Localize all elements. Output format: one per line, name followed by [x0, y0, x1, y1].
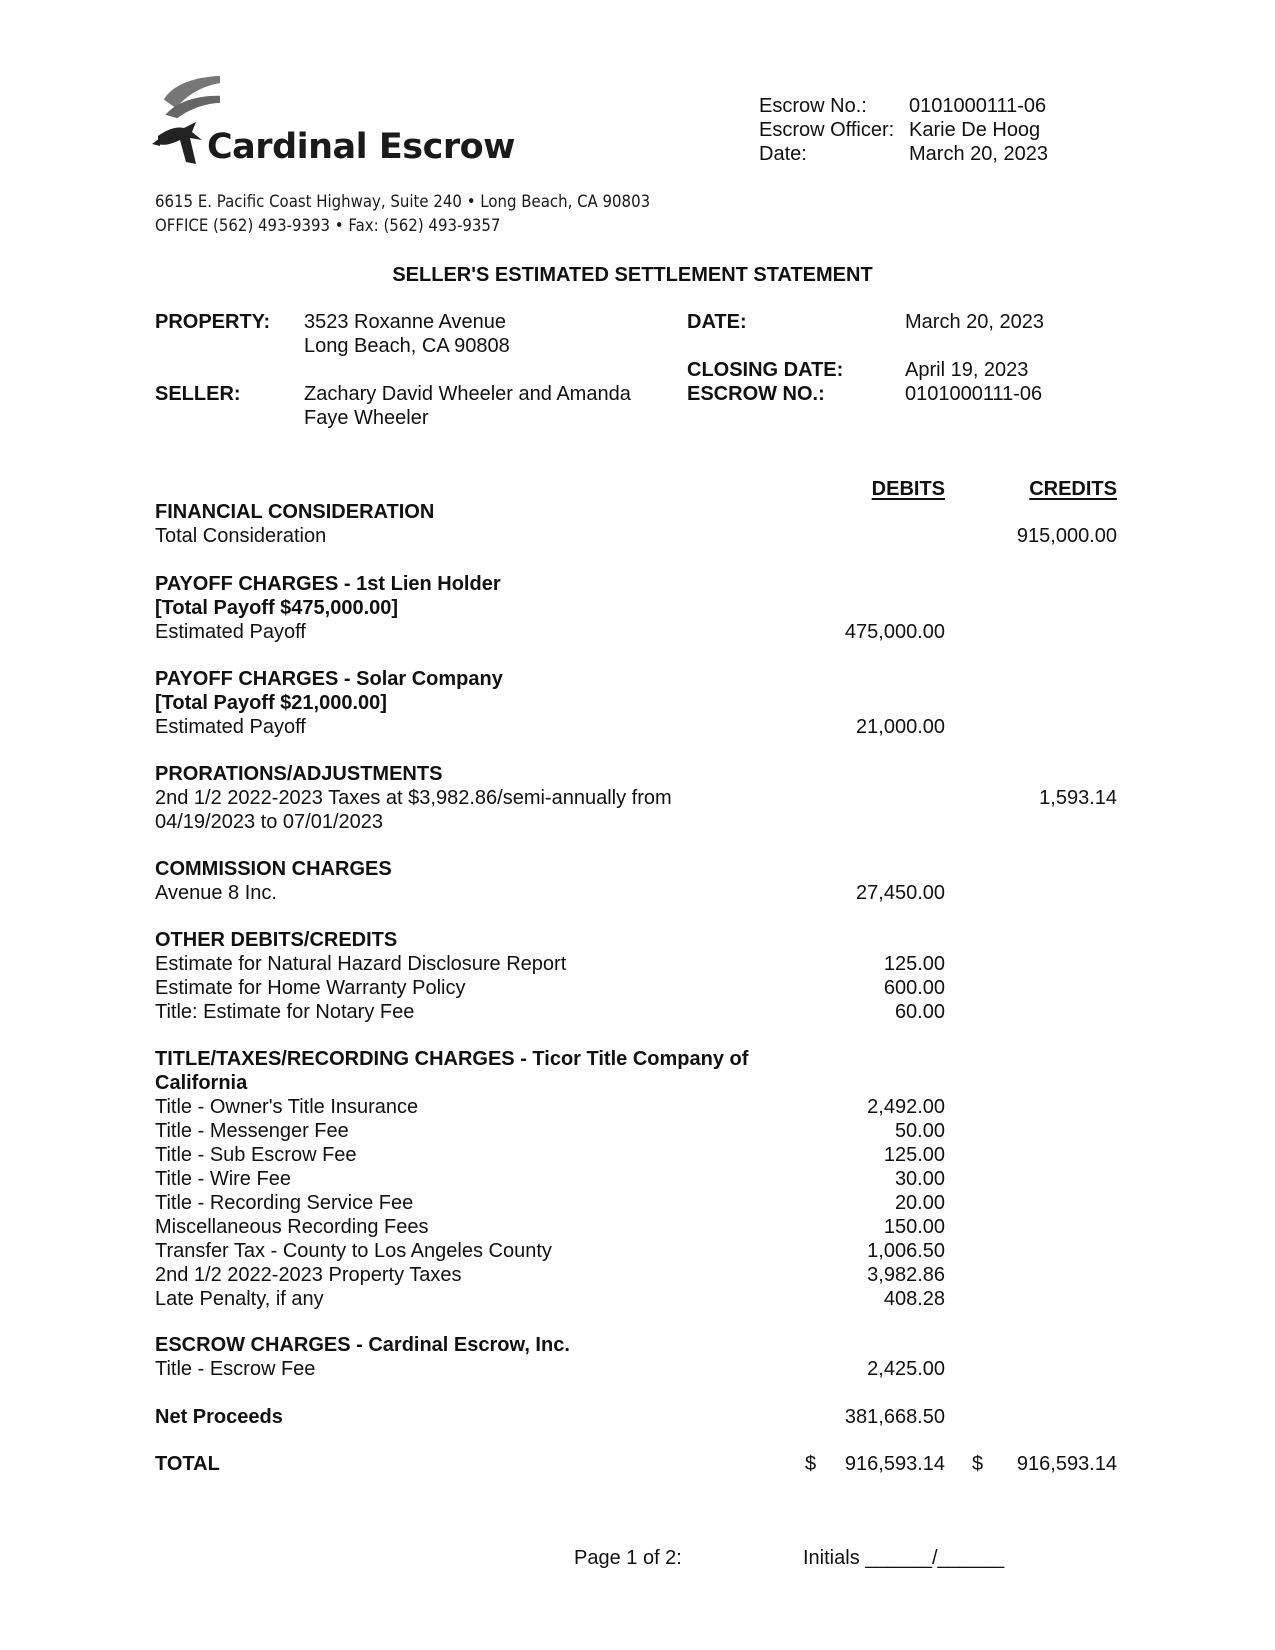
line-item: Title - Escrow Fee 2,425.00 — [155, 1358, 945, 1380]
total-row — [155, 1452, 1155, 1476]
company-address: 6615 E. Pacific Coast Highway, Suite 240 • Long Beach, CA 90803 — [155, 192, 651, 212]
info-escrow-no-label: ESCROW NO.: — [687, 383, 825, 405]
line-item: 2nd 1/2 2022-2023 Property Taxes 3,982.86 — [155, 1264, 945, 1286]
escrow-officer-label: Escrow Officer: — [759, 119, 895, 141]
initials-line: Initials ______/______ — [803, 1547, 1005, 1569]
section-title: COMMISSION CHARGES — [155, 858, 392, 880]
payoff-lien-section — [155, 572, 1155, 644]
property-line1: 3523 Roxanne Avenue — [304, 311, 507, 333]
info-escrow-no-value: 0101000111-06 — [905, 383, 1043, 405]
other-section — [155, 928, 1155, 1024]
line-item: 04/19/2023 to 07/01/2023 — [155, 811, 383, 833]
info-date-value: March 20, 2023 — [905, 311, 1044, 333]
total-label: TOTAL — [155, 1453, 220, 1475]
line-item: Title - Recording Service Fee 20.00 — [155, 1192, 945, 1214]
commission-section — [155, 857, 1155, 905]
line-item: Title - Sub Escrow Fee 125.00 — [155, 1144, 945, 1166]
line-item: Title: Estimate for Notary Fee 60.00 — [155, 1001, 945, 1023]
line-item: Estimated Payoff 475,000.00 — [155, 621, 945, 643]
company-logo — [150, 74, 515, 179]
section-title: TITLE/TAXES/RECORDING CHARGES - Ticor Title Company of — [155, 1048, 749, 1070]
financial-section — [155, 500, 1155, 548]
property-label: PROPERTY: — [155, 311, 271, 333]
prorations-section — [155, 762, 1155, 834]
line-item: Late Penalty, if any 408.28 — [155, 1288, 945, 1310]
info-date-label: DATE: — [687, 311, 747, 333]
net-proceeds-row — [155, 1405, 1155, 1429]
debits-column-header: DEBITS — [871, 478, 945, 500]
credits-column-header: CREDITS — [1029, 478, 1117, 500]
line-item: Title - Messenger Fee 50.00 — [155, 1120, 945, 1142]
seller-line2: Faye Wheeler — [304, 407, 429, 429]
header-date-label: Date: — [759, 143, 807, 165]
line-item: 2nd 1/2 2022-2023 Taxes at $3,982.86/semi-annually from 1,593.14 — [155, 787, 1117, 809]
seller-line1: Zachary David Wheeler and Amanda — [304, 383, 631, 405]
escrow-no-label: Escrow No.: — [759, 95, 867, 117]
net-proceeds-label: Net Proceeds — [155, 1406, 283, 1428]
section-title: ESCROW CHARGES - Cardinal Escrow, Inc. — [155, 1334, 570, 1356]
property-line2: Long Beach, CA 90808 — [304, 335, 510, 357]
total-credit-currency: $ — [972, 1453, 984, 1475]
escrow-officer-value: Karie De Hoog — [909, 119, 1041, 141]
closing-date-value: April 19, 2023 — [905, 359, 1029, 381]
line-item: Title - Wire Fee 30.00 — [155, 1168, 945, 1190]
escrow-charges-section — [155, 1333, 1155, 1381]
section-title: FINANCIAL CONSIDERATION — [155, 501, 435, 523]
total-credit-value: 916,593.14 — [1016, 1453, 1117, 1475]
closing-date-label: CLOSING DATE: — [687, 359, 844, 381]
line-item: Avenue 8 Inc. 27,450.00 — [155, 882, 945, 904]
total-debit-currency: $ — [805, 1453, 817, 1475]
total-debit-value: 916,593.14 — [844, 1453, 945, 1475]
line-item: Estimate for Home Warranty Policy 600.00 — [155, 977, 945, 999]
section-title: PAYOFF CHARGES - 1st Lien Holder — [155, 573, 501, 595]
page-title: SELLER'S ESTIMATED SETTLEMENT STATEMENT — [392, 264, 873, 286]
section-title: PAYOFF CHARGES - Solar Company — [155, 668, 503, 690]
line-item: Estimated Payoff 21,000.00 — [155, 716, 945, 738]
section-subtitle: [Total Payoff $21,000.00] — [155, 692, 387, 714]
escrow-no-value: 0101000111-06 — [909, 95, 1047, 117]
page-number: Page 1 of 2: — [574, 1547, 682, 1569]
header-date-value: March 20, 2023 — [909, 143, 1048, 165]
line-item: Title - Owner's Title Insurance 2,492.00 — [155, 1096, 945, 1118]
section-title: OTHER DEBITS/CREDITS — [155, 929, 398, 951]
title-taxes-section — [155, 1047, 1155, 1311]
company-phone: OFFICE (562) 493-9393 • Fax: (562) 493-9357 — [155, 216, 501, 236]
company-name: Cardinal Escrow — [207, 127, 515, 167]
net-proceeds-value: 381,668.50 — [844, 1406, 945, 1428]
section-subtitle: [Total Payoff $475,000.00] — [155, 597, 399, 619]
section-title: PRORATIONS/ADJUSTMENTS — [155, 763, 443, 785]
line-item: Estimate for Natural Hazard Disclosure Report 125.00 — [155, 953, 945, 975]
line-item: Miscellaneous Recording Fees 150.00 — [155, 1216, 945, 1238]
seller-label: SELLER: — [155, 383, 241, 405]
payoff-solar-section — [155, 667, 1155, 739]
section-subtitle: California — [155, 1072, 248, 1094]
line-item: Total Consideration 915,000.00 — [155, 525, 1117, 547]
line-item: Transfer Tax - County to Los Angeles County 1,006.50 — [155, 1240, 945, 1262]
